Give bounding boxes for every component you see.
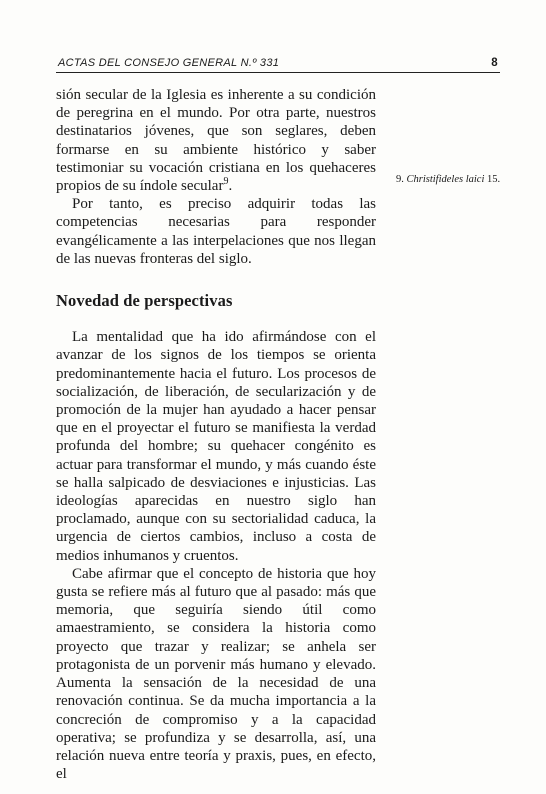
footnote-reference: 9 [223,176,229,188]
footnote-number: 9. [396,174,404,185]
page-number: 8 [491,57,498,69]
intro-paragraph-2: Por tanto, es preciso adquirir todas las competencias necesarias para responder evangélicamente a las interpelaciones que nos llegan de las nuevas fronteras del siglo. [56,196,376,267]
intro-paragraph-1 [56,86,376,195]
running-header [56,50,500,73]
section-heading: Novedad de perspectivas [56,291,233,311]
margin-footnote [396,173,526,186]
running-title: ACTAS DEL CONSEJO GENERAL N.º 331 [58,57,280,69]
intro-paragraph-1-text: sión secular de la Iglesia es inherente a su condición de peregrina en el mundo. Por otra parte, nuestros destinatarios jóvenes, que son seglares, deben formarse en su ambiente histórico y saber testimoniar su vocación cristiana en los quehaceres propios de su índole secular [56,87,376,195]
main-text-column [56,86,376,783]
section-paragraph-2: Cabe afirmar que el concepto de historia que hoy gusta se refiere más al futuro que al pasado: más que memoria, que seguiría siendo útil como amaestramiento, se considera la historia como proyecto que trazar y realizar; se anhela ser protagonista de un porvenir más humano y elevado. Aumenta la sensación de la necesidad de una renovación continua. Se da mucha importancia a la concreción de compromiso y a la capacidad operativa; se profundiza y se desarrolla, así, una relación nueva entre teoría y praxis, pues, en efecto, el [56,565,376,783]
intro-paragraph-1-end: . [228,178,233,195]
footnote-ref: 15. [487,174,501,185]
section-paragraph-1: La mentalidad que ha ido afirmándose con el avanzar de los signos de los tiempos se orienta predominantemente hacia el futuro. Los procesos de socialización, de liberación, de secularización y de promoción de la mujer han ayudado a hacer pensar que en el proyectar el futuro se manifiesta la verdad profunda del hombre; su quehacer congénito es actuar para transformar el mundo, y más cuando éste se halla salpicado de desviaciones e injusticias. Las ideologías aparecidas en nuestro siglo han proclamado, aunque con su sectorialidad caduca, la urgencia de ciertos cambios, incluso a costa de medios inhumanos y cruentos. [56,329,376,564]
footnote-title: Christifideles laici [406,174,485,185]
